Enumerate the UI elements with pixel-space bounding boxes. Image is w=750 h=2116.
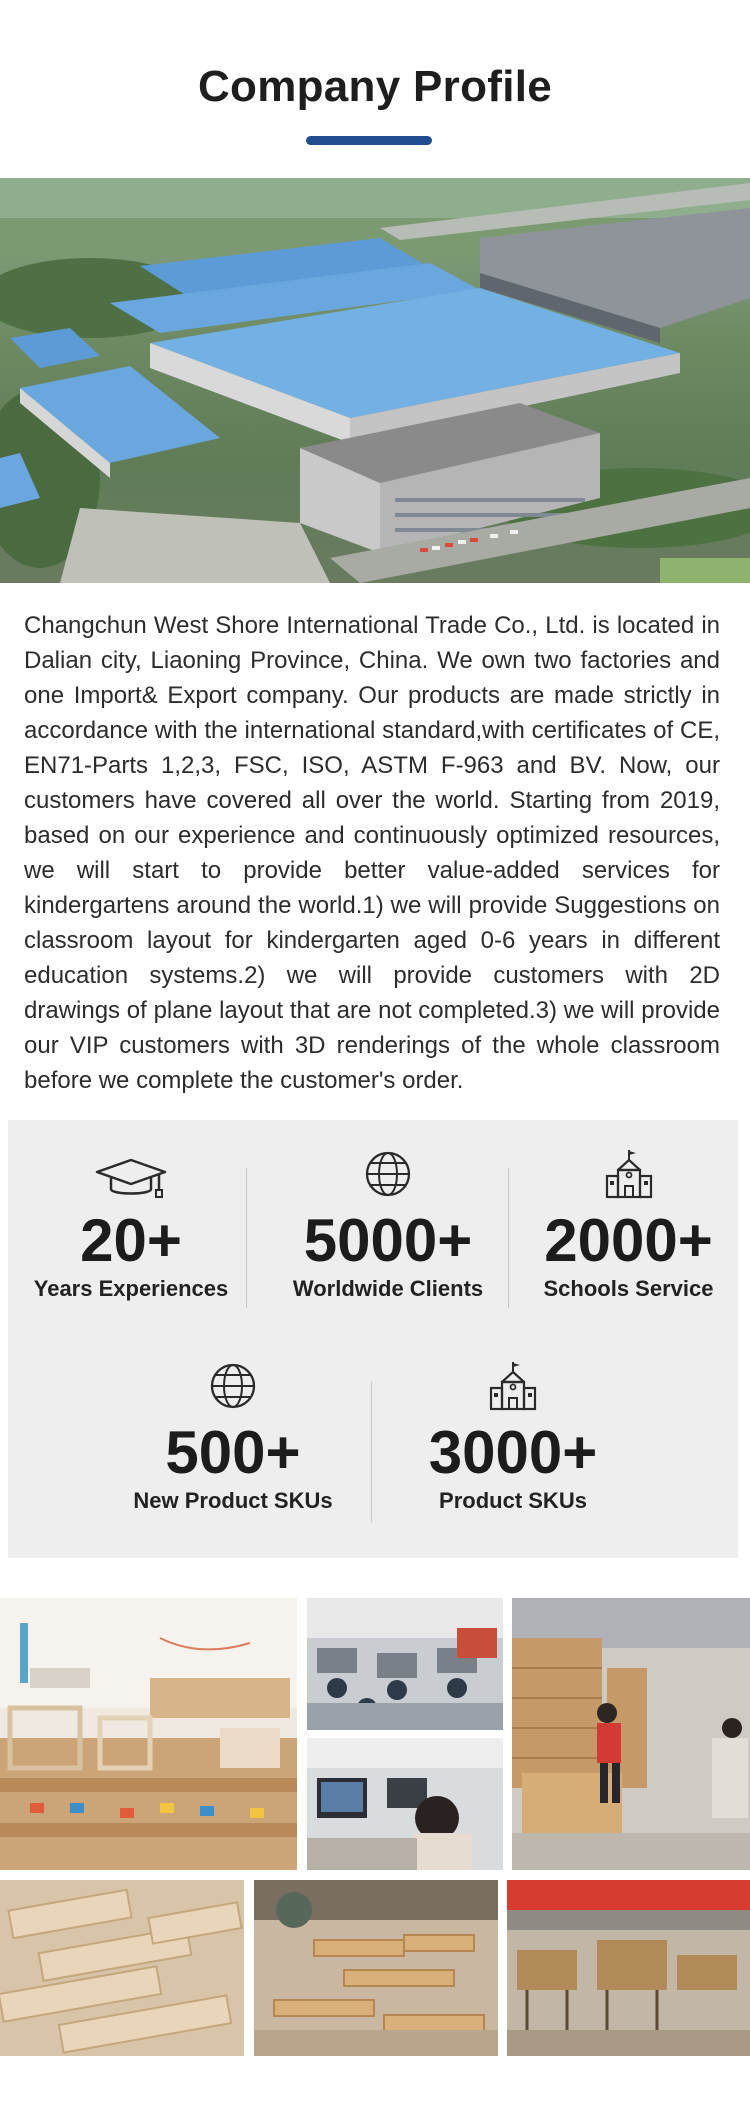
stat-divider — [371, 1382, 372, 1522]
stat-years — [16, 1156, 246, 1302]
warehouse-packing-photo — [512, 1598, 750, 1870]
stat-clients — [253, 1148, 523, 1302]
stat-years-label: Years Experiences — [33, 1276, 229, 1301]
stat-schools-label: Schools Service — [543, 1276, 714, 1301]
factory-aerial-photo — [0, 178, 750, 583]
classroom-photo — [0, 1598, 297, 1870]
stat-product-skus-value: 3000+ — [428, 1419, 598, 1486]
stat-product-skus-label: Product SKUs — [439, 1488, 587, 1513]
school-building-icon — [488, 1360, 538, 1412]
stat-divider — [246, 1168, 247, 1308]
stat-schools-value: 2000+ — [544, 1207, 713, 1274]
office-photo — [307, 1598, 503, 1730]
designer-photo — [307, 1738, 503, 1870]
page-title: Company Profile — [197, 62, 553, 111]
wood-parts-photo — [254, 1880, 498, 2056]
stat-divider — [508, 1168, 509, 1308]
graduation-cap-icon — [93, 1156, 169, 1200]
stat-product-skus — [388, 1360, 638, 1514]
company-description: Changchun West Shore International Trade Co., Ltd. is located in Dalian city, Liaoning Province, China. We own two factories and one Import& Export company. Our products are made strictly in accordance with the international standard,with certificates of CE, EN71-Parts 1,2,3, FSC, ISO, ASTM F-963 and BV. Now, our customers have covered all over the world. Starting from 2019, based on our experience and continuously optimized resources, we will start to provide better value-added services for kindergartens around the world.1) we will provide Suggestions on classroom layout for kindergarten aged 0-6 years in different education systems.2) we will provide customers with 2D drawings of plane layout that are not completed.3) we will provide our VIP customers with 3D renderings of the whole classroom before we complete the customer's order. — [24, 612, 720, 1094]
wood-pieces-photo — [0, 1880, 244, 2056]
stat-clients-label: Worldwide Clients — [292, 1276, 484, 1301]
stats-panel — [8, 1120, 738, 1558]
factory-floor-photo — [507, 1880, 750, 2056]
globe-icon — [362, 1148, 414, 1200]
globe-icon — [207, 1360, 259, 1412]
school-building-icon — [604, 1148, 654, 1200]
stat-new-skus-value: 500+ — [165, 1419, 301, 1486]
stat-new-skus — [108, 1360, 358, 1514]
title-underline — [306, 136, 432, 145]
stat-years-value: 20+ — [80, 1207, 182, 1274]
stat-schools — [516, 1148, 741, 1302]
stat-new-skus-label: New Product SKUs — [133, 1488, 333, 1513]
stat-clients-value: 5000+ — [303, 1207, 473, 1274]
